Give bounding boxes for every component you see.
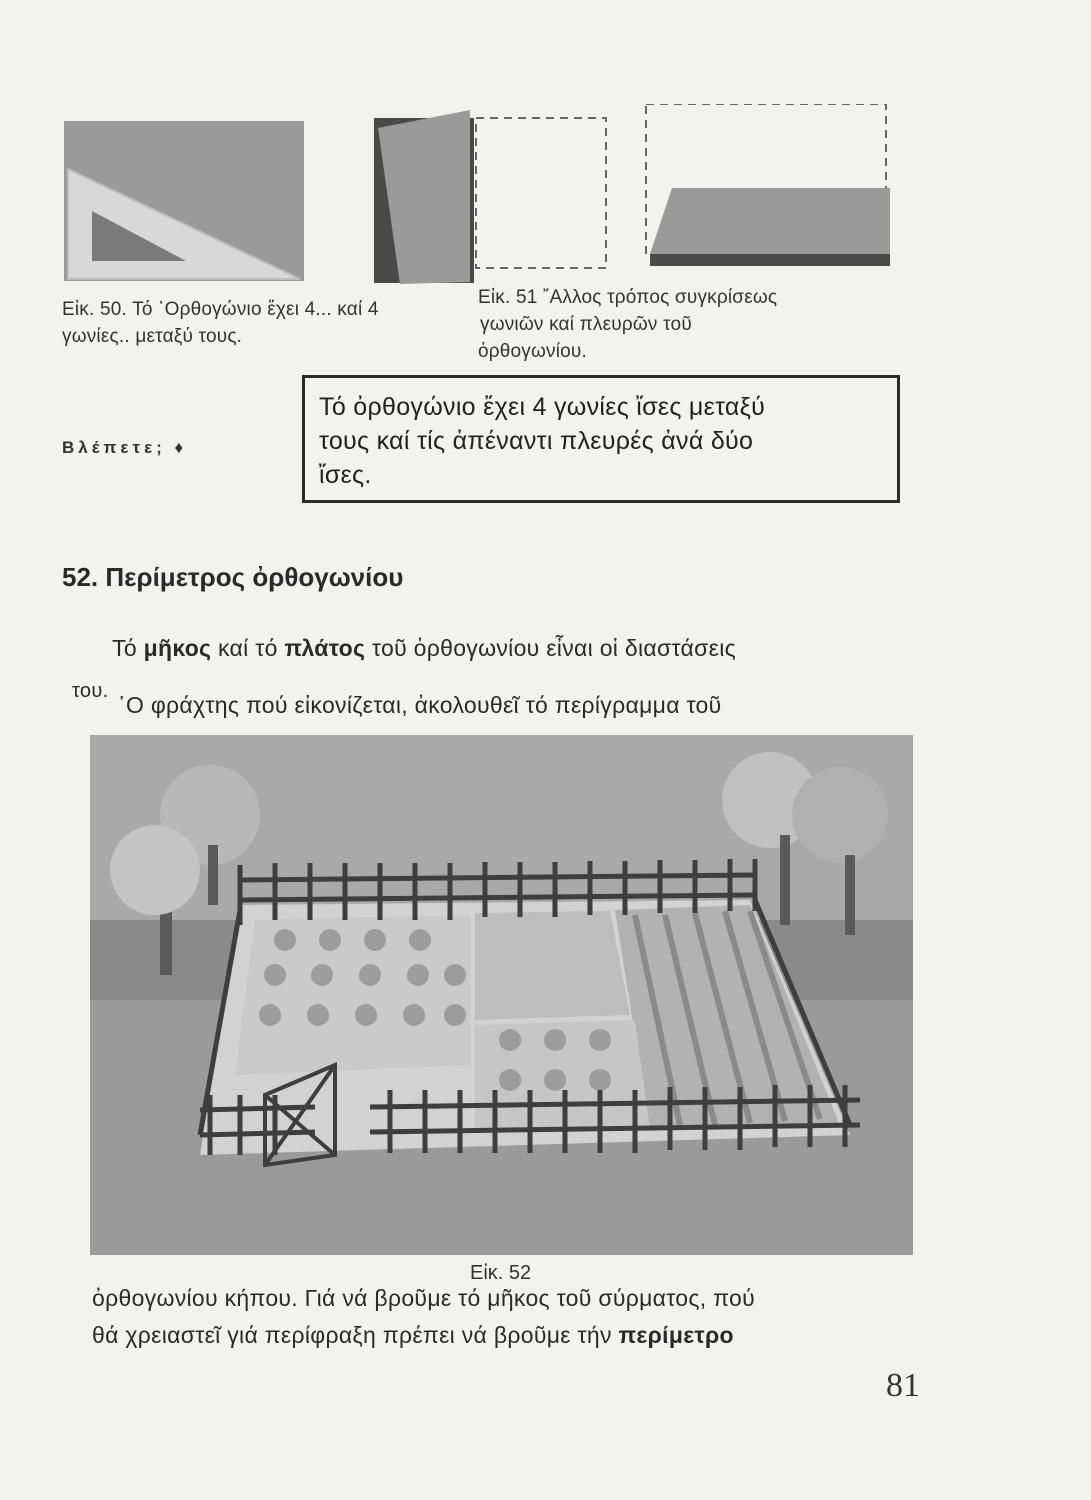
paragraph-line-2: ῾Ο φράχτης πού εἰκονίζεται, ἀκολουθεῖ τό περίγραμμα τοῦ [118, 692, 722, 718]
figure-52-caption: Εἰκ. 52 [470, 1262, 532, 1284]
text-run: καί τό [211, 635, 285, 661]
paragraph-line-1 [112, 633, 912, 663]
figure-51-caption-line: ὀρθογωνίου. [478, 341, 588, 362]
figure-52-fenced-garden [90, 735, 913, 1255]
page-number: 81 [886, 1367, 920, 1404]
rule-line: τους καί τίς ἀπέναντι πλευρές ἀνά δύο [319, 427, 754, 455]
rule-line: Τό ὀρθογώνιο ἔχει 4 γωνίες ἴσες μεταξύ [319, 393, 766, 421]
figure-50-rectangle [64, 121, 304, 281]
figure-51-caption-line: Εἰκ. 51 ῎Αλλος τρόπος συγκρίσεως [478, 287, 778, 308]
figure-51-caption-line: γωνιῶν καί πλευρῶν τοῦ [480, 314, 692, 335]
figure-51-caption [478, 284, 908, 365]
bold-term-perimeter: περίμετρο [618, 1322, 734, 1348]
text-run: Τό [112, 635, 144, 661]
paragraph-line-3: ὀρθογωνίου κήπου. Γιά νά βροῦμε τό μῆκος τοῦ σύρματος, πού [92, 1285, 755, 1311]
paragraph-line-4 [92, 1320, 932, 1350]
figure-51-folded-rectangles [370, 104, 890, 289]
section-heading: 52. Περίμετρος ὀρθογωνίου [62, 562, 404, 592]
bold-term-width: πλάτος [284, 635, 366, 661]
rule-line: ἴσες. [319, 461, 372, 489]
rule-box [302, 375, 900, 503]
text-run: θά χρειαστεῖ γιά περίφραξη πρέπει νά βροῦμε τήν [92, 1322, 619, 1348]
see-label: Βλέπετε; ♦ [62, 438, 188, 457]
figure-50-caption: Εἰκ. 50. Τό ῾Ορθογώνιο ἔχει 4... καί 4 γωνίες.. μεταξύ τους. [62, 299, 379, 347]
text-run: τοῦ ὀρθογωνίου εἶναι οἱ διαστάσεις [365, 635, 736, 661]
bold-term-length: μῆκος [143, 635, 212, 661]
paragraph-line-1-end: του. [72, 680, 109, 702]
